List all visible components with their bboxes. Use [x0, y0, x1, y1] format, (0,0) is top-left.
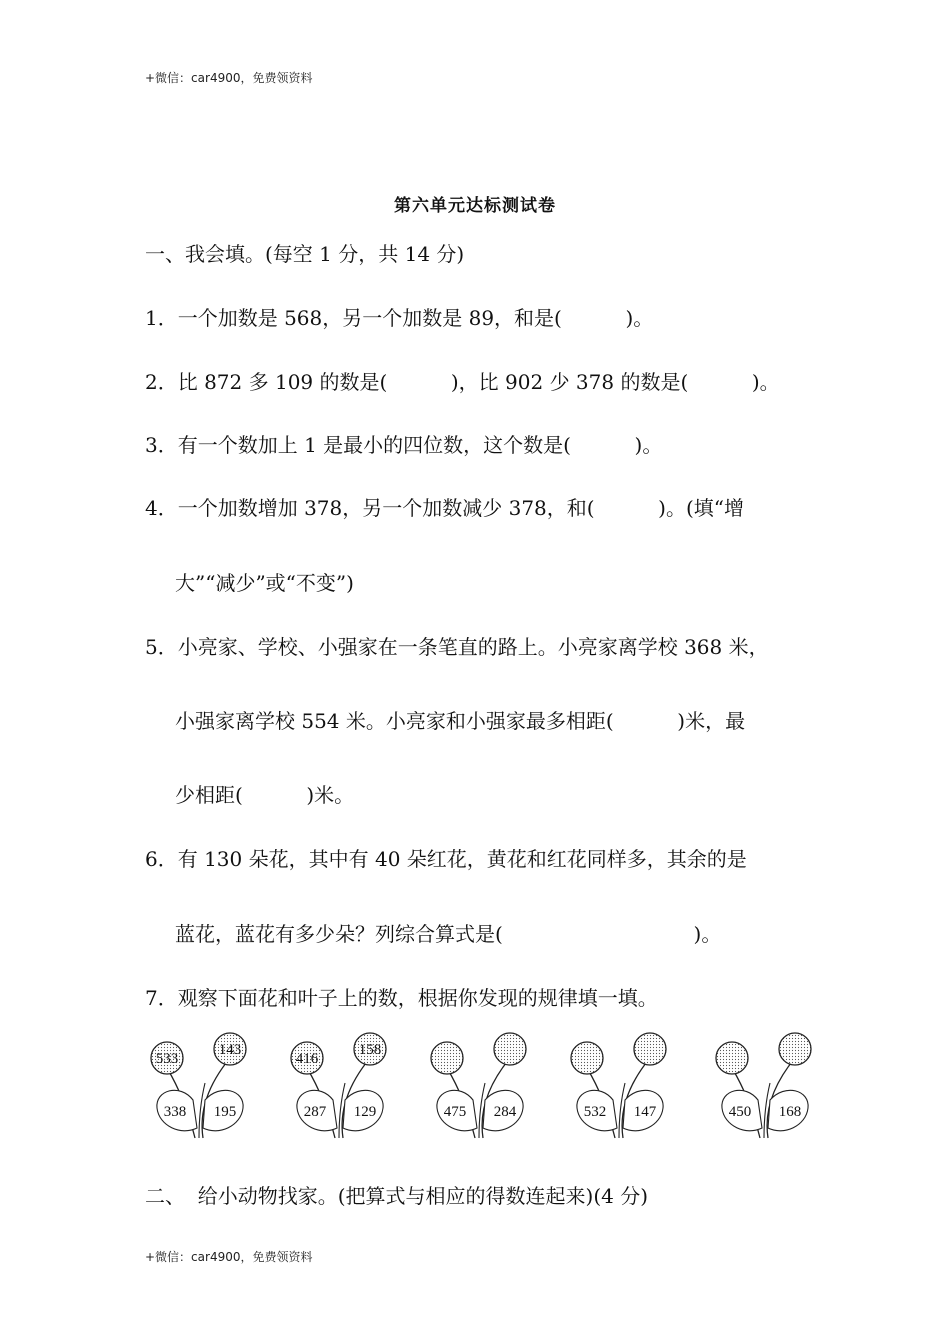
page-title: 第六单元达标测试卷	[394, 196, 556, 216]
question-5-line3: 少相距( )米。	[175, 783, 355, 807]
flower-plant-1	[151, 1033, 246, 1138]
flower-plant-3	[431, 1033, 526, 1138]
question-5-line1: 5．小亮家、学校、小强家在一条笔直的路上。小亮家离学校 368 米，	[145, 635, 769, 659]
flower-2-left-number: 416	[295, 1051, 319, 1067]
flower-2-right-number: 158	[358, 1042, 382, 1058]
flower-1-right-number: 143	[218, 1042, 242, 1058]
section2-heading: 二、 给小动物找家。(把算式与相应的得数连起来)(4 分)	[145, 1184, 649, 1208]
question-6-line1: 6．有 130 朵花，其中有 40 朵红花，黄花和红花同样多，其余的是	[145, 847, 747, 871]
flower-plant-5	[716, 1033, 811, 1138]
watermark-bottom: +微信：car4900，免费领资料	[145, 1250, 313, 1264]
section1-heading: 一、我会填。(每空 1 分，共 14 分)	[145, 242, 465, 266]
leaf-2-left-number: 287	[303, 1104, 327, 1120]
flower-plant-4	[571, 1033, 666, 1138]
leaf-1-left-number: 338	[163, 1104, 187, 1120]
question-4-line2: 大”“减少”或“不变”)	[175, 571, 354, 595]
leaf-5-left-number: 450	[728, 1104, 752, 1120]
leaf-3-left-number: 475	[443, 1104, 467, 1120]
question-4-line1: 4．一个加数增加 378，另一个加数减少 378，和( )。(填“增	[145, 496, 744, 520]
question-1: 1．一个加数是 568，另一个加数是 89，和是( )。	[145, 306, 654, 330]
leaf-3-right-number: 284	[493, 1104, 517, 1120]
flower-plant-2	[291, 1033, 386, 1138]
question-6-line2: 蓝花，蓝花有多少朵？列综合算式是( )。	[175, 922, 722, 946]
leaf-4-right-number: 147	[633, 1104, 657, 1120]
flower-1-left-number: 533	[155, 1051, 179, 1067]
flower-figure	[140, 1028, 830, 1143]
question-2: 2．比 872 多 109 的数是( )，比 902 少 378 的数是( )。	[145, 370, 780, 394]
leaf-4-left-number: 532	[583, 1104, 607, 1120]
watermark-top: +微信：car4900，免费领资料	[145, 71, 313, 85]
leaf-2-right-number: 129	[353, 1104, 377, 1120]
leaf-1-right-number: 195	[213, 1104, 237, 1120]
question-5-line2: 小强家离学校 554 米。小亮家和小强家最多相距( )米，最	[175, 709, 746, 733]
question-7: 7．观察下面花和叶子上的数，根据你发现的规律填一填。	[145, 986, 658, 1010]
leaf-5-right-number: 168	[778, 1104, 802, 1120]
question-3: 3．有一个数加上 1 是最小的四位数，这个数是( )。	[145, 433, 663, 457]
